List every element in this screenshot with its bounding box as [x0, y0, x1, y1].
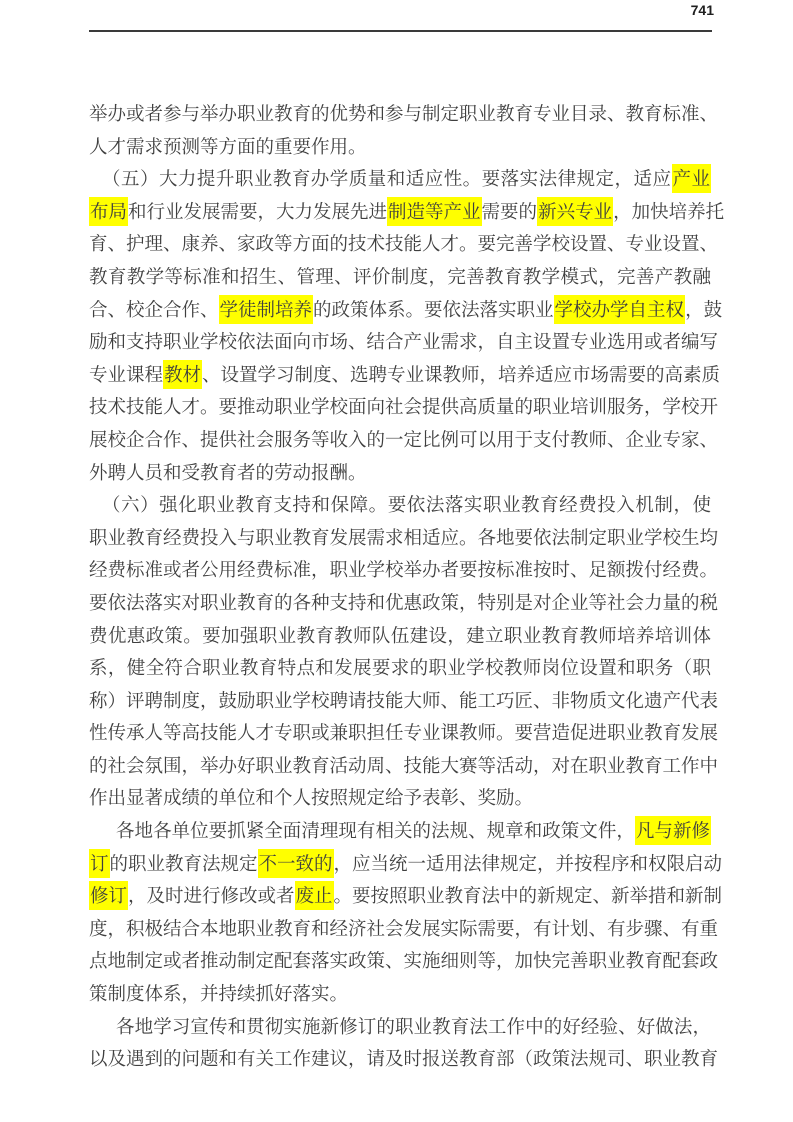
text-line — [89, 1043, 719, 1076]
body-text: 、设置学习制度、选聘专业课教师，培养适应市场需要的高素质 — [202, 363, 721, 385]
highlighted-text: 不一致的 — [258, 849, 334, 878]
body-text: 合、校企合作、 — [89, 298, 219, 320]
text-line — [89, 587, 719, 620]
text-line — [89, 196, 725, 229]
body-text: 技术技能人才。要推动职业学校面向社会提供高质量的职业培训服务，学校开 — [89, 396, 719, 418]
highlighted-text: 新兴专业 — [537, 197, 613, 226]
body-text: 的政策体系。要依法落实职业 — [313, 298, 554, 320]
text-line — [89, 424, 719, 457]
body-text: 和行业发展需要，大力发展先进 — [128, 200, 388, 222]
body-text: 策制度体系，并持续抓好落实。 — [89, 983, 349, 1005]
highlighted-text: 凡与新修 — [635, 816, 711, 845]
body-text: 外聘人员和受教育者的劳动报酬。 — [89, 461, 367, 483]
text-line — [89, 489, 711, 522]
body-text: ，及时进行修改或者 — [128, 885, 295, 907]
body-text: 性传承人等高技能人才专职或兼职担任专业课教师。要营造促进职业教育发展 — [89, 722, 719, 744]
body-text: 的社会氛围，举办好职业教育活动周、技能大赛等活动，对在职业教育工作中 — [89, 754, 719, 776]
body-text: 专业课程 — [89, 363, 164, 385]
body-text: ，鼓 — [685, 298, 723, 320]
text-line — [89, 685, 719, 718]
text-line — [89, 326, 719, 359]
body-text: 度，积极结合本地职业教育和经济社会发展实际需要，有计划、有步骤、有重 — [89, 917, 719, 939]
text-line — [89, 294, 723, 327]
body-text: 经费标准或者公用经费标准，职业学校举办者要按标准按时、足额拨付经费。 — [89, 559, 719, 581]
body-text: （五）大力提升职业教育办学质量和适应性。要落实法律规定，适应 — [102, 168, 672, 190]
body-text: 展校企合作、提供社会服务等收入的一定比例可以用于支付教师、企业专家、 — [89, 428, 719, 450]
highlighted-text: 产业 — [672, 164, 711, 193]
highlighted-text: 教材 — [163, 360, 202, 389]
body-text: 点地制定或者推动制定配套落实政策、实施细则等，加快完善职业教育配套政 — [89, 950, 719, 972]
body-text: 育、护理、康养、家政等方面的技术技能人才。要完善学校设置、专业设置、 — [89, 233, 719, 255]
body-text: ，加快培养托 — [613, 200, 725, 222]
body-text: 教育教学等标准和招生、管理、评价制度，完善教育教学模式，完善产教融 — [89, 265, 711, 287]
highlighted-text: 学徒制培养 — [219, 295, 314, 324]
text-line — [89, 750, 719, 783]
text-line — [89, 815, 711, 848]
text-line — [89, 522, 719, 555]
body-text: 称）评聘制度，鼓励职业学校聘请技能大师、能工巧匠、非物质文化遗产代表 — [89, 689, 719, 711]
body-text: 励和支持职业学校依法面向市场、结合产业需求，自主设置专业选用或者编写 — [89, 331, 719, 353]
highlighted-text: 学校办学自主权 — [554, 295, 686, 324]
highlighted-text: 布局 — [89, 197, 128, 226]
text-line — [89, 131, 711, 164]
body-text: 要依法落实对职业教育的各种支持和优惠政策，特别是对企业等社会力量的税 — [89, 591, 719, 613]
body-text: （六）强化职业教育支持和保障。要依法落实职业教育经费投入机制，使 — [102, 494, 711, 516]
text-line — [89, 457, 711, 490]
page-number: 741 — [690, 2, 714, 18]
text-line — [89, 652, 711, 685]
text-line — [89, 98, 719, 131]
body-text: 职业教育经费投入与职业教育发展需求相适应。各地要依法制定职业学校生均 — [89, 526, 719, 548]
body-text: 人才需求预测等方面的重要作用。 — [89, 135, 367, 157]
text-line — [89, 978, 711, 1011]
highlighted-text: 制造等产业 — [387, 197, 482, 226]
highlighted-text: 订 — [89, 849, 110, 878]
text-line — [89, 359, 721, 392]
highlighted-text: 修订 — [89, 881, 128, 910]
body-text: 需要的 — [481, 200, 538, 222]
body-text: 。要按照职业教育法中的新规定、新举措和新制 — [333, 885, 723, 907]
text-line — [89, 913, 719, 946]
header-rule — [89, 30, 712, 32]
body-text: 的职业教育法规定 — [109, 852, 258, 874]
text-line — [89, 1011, 711, 1044]
text-line — [89, 261, 711, 294]
text-line — [89, 717, 719, 750]
text-line — [89, 945, 719, 978]
text-line — [89, 782, 711, 815]
body-text: 各地各单位要抓紧全面清理现有相关的法规、规章和政策文件， — [116, 820, 635, 842]
body-text: ，应当统一适用法律规定，并按程序和权限启动 — [333, 852, 723, 874]
body-text: 费优惠政策。要加强职业教育教师队伍建设，建立职业教育教师培养培训体 — [89, 624, 711, 646]
body-text: 以及遇到的问题和有关工作建议，请及时报送教育部（政策法规司、职业教育 — [89, 1048, 719, 1070]
text-line — [89, 880, 723, 913]
text-line — [89, 554, 719, 587]
text-line — [89, 228, 719, 261]
text-line — [89, 848, 723, 881]
body-text: 举办或者参与举办职业教育的优势和参与制定职业教育专业目录、教育标准、 — [89, 103, 719, 124]
body-text: 作出显著成绩的单位和个人按照规定给予表彰、奖励。 — [89, 787, 534, 809]
text-line — [89, 163, 711, 196]
text-line — [89, 620, 711, 653]
body-text: 各地学习宣传和贯彻实施新修订的职业教育法工作中的好经验、好做法， — [116, 1015, 711, 1037]
document-body — [89, 98, 725, 1076]
highlighted-text: 废止 — [295, 881, 334, 910]
body-text: 系，健全符合职业教育特点和发展要求的职业学校教师岗位设置和职务（职 — [89, 657, 711, 679]
text-line — [89, 391, 719, 424]
